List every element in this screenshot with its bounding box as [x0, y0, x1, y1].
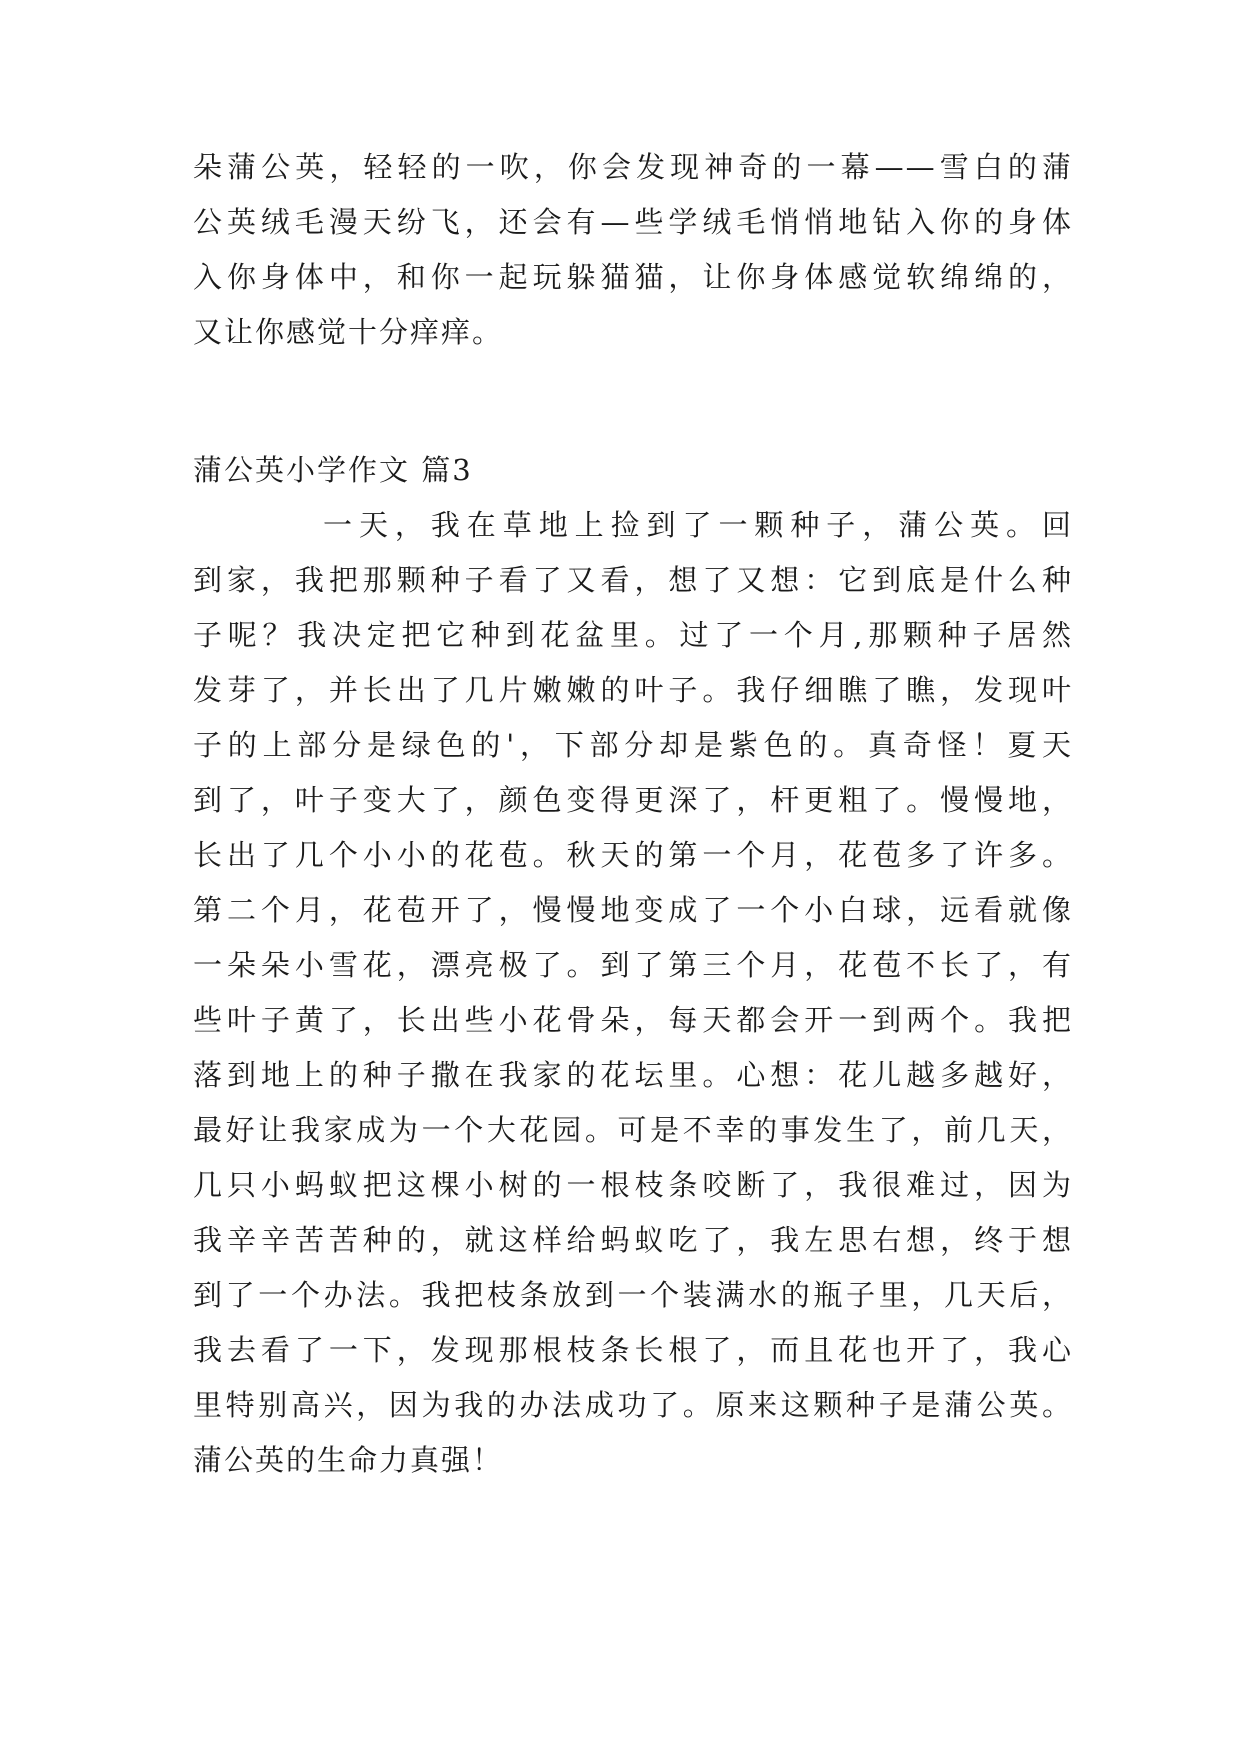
- paragraph-1-line: 又让你感觉十分痒痒。: [193, 315, 504, 349]
- paragraph-2-line: 最好让我家成为一个大花园。可是不幸的事发生了，前几天，: [193, 1113, 1073, 1147]
- paragraph-2-line: 蒲公英的生命力真强！: [193, 1443, 504, 1477]
- section-heading: 蒲公英小学作文 篇3: [193, 453, 473, 487]
- paragraph-2-line: 到了，叶子变大了，颜色变得更深了，杆更粗了。慢慢地，: [193, 783, 1073, 817]
- paragraph-2-line: 里特别高兴，因为我的办法成功了。原来这颗种子是蒲公英。: [193, 1388, 1073, 1422]
- paragraph-2-line: 长出了几个小小的花苞。秋天的第一个月，花苞多了许多。: [193, 838, 1073, 872]
- paragraph-2-first-line: 一天，我在草地上捡到了一颗种子，蒲公英。回: [323, 508, 1073, 542]
- paragraph-2-line: 我去看了一下，发现那根枝条长根了，而且花也开了，我心: [193, 1333, 1073, 1367]
- paragraph-2-line: 发芽了，并长出了几片嫩嫩的叶子。我仔细瞧了瞧，发现叶: [193, 673, 1073, 707]
- paragraph-2-line: 第二个月，花苞开了，慢慢地变成了一个小白球，远看就像: [193, 893, 1073, 927]
- paragraph-2-line: 到家，我把那颗种子看了又看，想了又想：它到底是什么种: [193, 563, 1073, 597]
- paragraph-2-line: 我辛辛苦苦种的，就这样给蚂蚁吃了，我左思右想，终于想: [193, 1223, 1073, 1257]
- paragraph-2-line: 落到地上的种子撒在我家的花坛里。心想：花儿越多越好，: [193, 1058, 1073, 1092]
- paragraph-2-line: 子呢？我决定把它种到花盆里。过了一个月,那颗种子居然: [193, 618, 1073, 652]
- paragraph-2-line: 几只小蚂蚁把这棵小树的一根枝条咬断了，我很难过，因为: [193, 1168, 1073, 1202]
- paragraph-1-line: 入你身体中，和你一起玩躲猫猫，让你身体感觉软绵绵的，: [193, 260, 1073, 294]
- paragraph-1-line: 朵蒲公英，轻轻的一吹，你会发现神奇的一幕——雪白的蒲: [193, 150, 1073, 184]
- paragraph-2-line: 些叶子黄了，长出些小花骨朵，每天都会开一到两个。我把: [193, 1003, 1073, 1037]
- paragraph-2-line: 到了一个办法。我把枝条放到一个装满水的瓶子里，几天后，: [193, 1278, 1073, 1312]
- paragraph-1-line: 公英绒毛漫天纷飞，还会有—些学绒毛悄悄地钻入你的身体: [193, 205, 1073, 239]
- paragraph-2-line: 一朵朵小雪花，漂亮极了。到了第三个月，花苞不长了，有: [193, 948, 1073, 982]
- paragraph-2-line: 子的上部分是绿色的'，下部分却是紫色的。真奇怪！夏天: [193, 728, 1073, 762]
